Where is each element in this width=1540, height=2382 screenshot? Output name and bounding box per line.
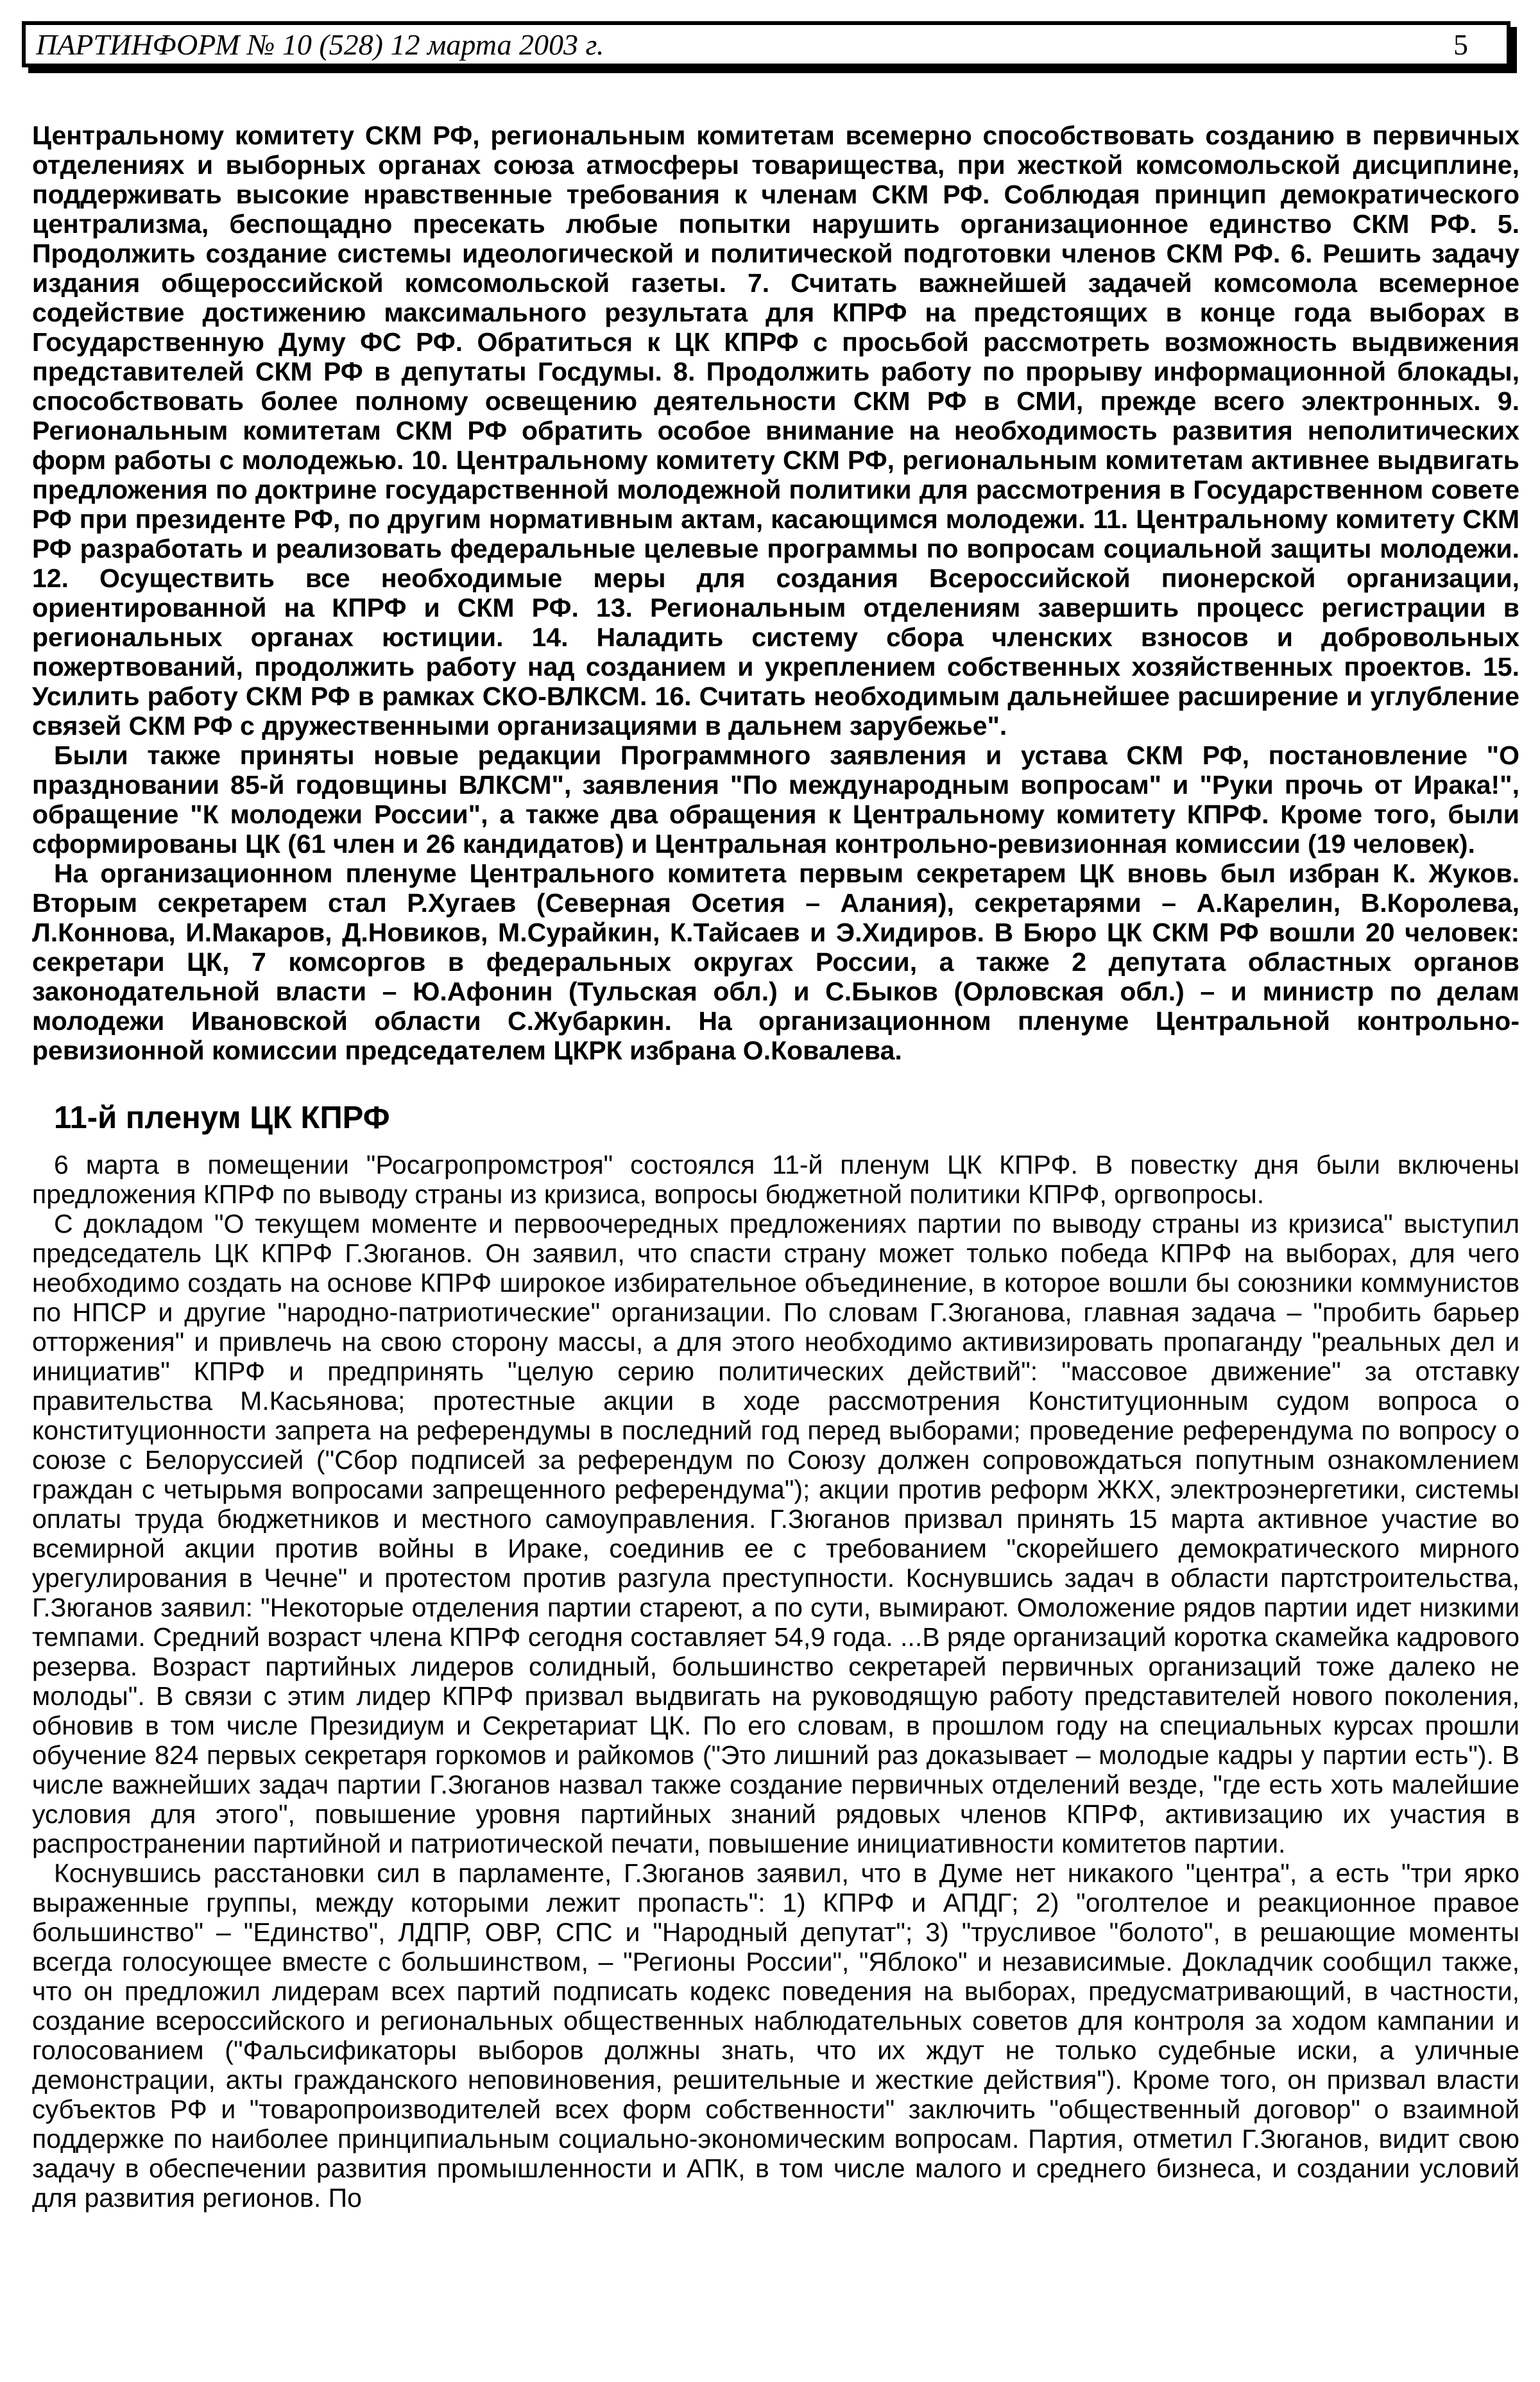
paragraph-plenum-intro: 6 марта в помещении "Росагропромстроя" состоялся 11-й пленум ЦК КПРФ. В повестку дня были включены предложения КПРФ по выводу страны из кризиса, вопросы бюджетной политики КПРФ, оргвопросы. [32, 1150, 1519, 1209]
paragraph-organizational-plenum: На организационном пленуме Центрального комитета первым секретарем ЦК вновь был избран К. Жуков. Вторым секретарем стал Р.Хугаев (Северная Осетия – Алания), секретарями – А.Карелин, В.Королева, Л.Коннова, И.Макаров, Д.Новиков, М.Сурайкин, К.Тайсаев и Э.Хидиров. В Бюро ЦК СКМ РФ вошли 20 человек: секретари ЦК, 7 комсоргов в федеральных округах России, а также 2 депутата областных органов законодательной власти – Ю.Афонин (Тульская обл.) и С.Быков (Орловская обл.) – и министр по делам молодежи Ивановской области С.Жубаркин. На организационном пленуме Центральной контрольно-ревизионной комиссии председателем ЦКРК избрана О.Ковалева. [32, 859, 1519, 1065]
article-body [32, 121, 1519, 2213]
paragraph-parliament-alignment: Коснувшись расстановки сил в парламенте, Г.Зюганов заявил, что в Думе нет никакого "центра", а есть "три ярко выраженные группы, между которыми лежит пропасть": 1) КПРФ и АПДГ; 2) "оголтелое и реакционное правое большинство" – "Единство", ЛДПР, ОВР, СПС и "Народный депутат"; 3) "трусливое "болото", в решающие моменты всегда голосующее вместе с большинством, – "Регионы России", "Яблоко" и независимые. Докладчик сообщил также, что он предложил лидерам всех партий подписать кодекс поведения на выборах, предусматривающий, в частности, создание всероссийского и региональных общественных наблюдательных советов для контроля за ходом кампании и голосованием ("Фальсификаторы выборов должны знать, что их ждут не только судебные иски, а уличные демонстрации, акты гражданского неповиновения, решительные и жесткие действия"). Кроме того, он призвал власти субъектов РФ и "товаропроизводителей всех форм собственности" заключить "общественный договор" о взаимной поддержке по наиболее принципиальным социально-экономическим вопросам. Партия, отметил Г.Зюганов, видит свою задачу в обеспечении развития промышленности и АПК, в том числе малого и среднего бизнеса, и создании условий для развития регионов. По [32, 1858, 1519, 2213]
page-number: 5 [1453, 28, 1468, 61]
paragraph-skm-resolution-continuation: Центральному комитету СКМ РФ, региональным комитетам всемерно способствовать созданию в первичных отделениях и выборных органах союза атмосферы товарищества, при жесткой комсомольской дисциплине, поддерживать высокие нравственные требования к членам СКМ РФ. Соблюдая принцип демократического централизма, беспощадно пресекать любые попытки нарушить организационное единство СКМ РФ. 5. Продолжить создание системы идеологической и политической подготовки членов СКМ РФ. 6. Решить задачу издания общероссийской комсомольской газеты. 7. Считать важнейшей задачей комсомола всемерное содействие достижению максимального результата для КПРФ на предстоящих в конце года выборах в Государственную Думу ФС РФ. Обратиться к ЦК КПРФ с просьбой рассмотреть возможность выдвижения представителей СКМ РФ в депутаты Госдумы. 8. Продолжить работу по прорыву информационной блокады, способствовать более полному освещению деятельности СКМ РФ в СМИ, прежде всего электронных. 9. Региональным комитетам СКМ РФ обратить особое внимание на необходимость развития неполитических форм работы с молодежью. 10. Центральному комитету СКМ РФ, региональным комитетам активнее выдвигать предложения по доктрине государственной молодежной политики для рассмотрения в Государственном совете РФ при президенте РФ, по другим нормативным актам, касающимся молодежи. 11. Центральному комитету СКМ РФ разработать и реализовать федеральные целевые программы по вопросам социальной защиты молодежи. 12. Осуществить все необходимые меры для создания Всероссийской пионерской организации, ориентированной на КПРФ и СКМ РФ. 13. Региональным отделениям завершить процесс регистрации в региональных органах юстиции. 14. Наладить систему сбора членских взносов и добровольных пожертвований, продолжить работу над созданием и укреплением собственных хозяйственных проектов. 15. Усилить работу СКМ РФ в рамках СКО-ВЛКСМ. 16. Считать необходимым дальнейшее расширение и углубление связей СКМ РФ с дружественными организациями в дальнем зарубежье". [32, 121, 1519, 741]
paragraph-documents-adopted: Были также приняты новые редакции Программного заявления и устава СКМ РФ, постановление "О праздновании 85-й годовщины ВЛКСМ", заявления "По международным вопросам" и "Руки прочь от Ирака!", обращение "К молодежи России", а также два обращения к Центральному комитету КПРФ. Кроме того, были сформированы ЦК (61 член и 26 кандидатов) и Центральная контрольно-ревизионная комиссии (19 человек). [32, 741, 1519, 859]
paragraph-zyuganov-report: С докладом "О текущем моменте и первоочередных предложениях партии по выводу страны из кризиса" выступил председатель ЦК КПРФ Г.Зюганов. Он заявил, что спасти страну может только победа КПРФ на выборах, для чего необходимо создать на основе КПРФ широкое избирательное объединение, в которое вошли бы союзники коммунистов по НПСР и другие "народно-патриотические" организации. По словам Г.Зюганова, главная задача – "пробить барьер отторжения" и привлечь на свою сторону массы, а для этого необходимо активизировать пропаганду "реальных дел и инициатив" КПРФ и предпринять "целую серию политических действий": "массовое движение" за отставку правительства М.Касьянова; протестные акции в ходе рассмотрения Конституционным судом вопроса о конституционности запрета на референдумы в последний год перед выборами; проведение референдума по вопросу о союзе с Белоруссией ("Сбор подписей за референдум по Союзу должен сопровождаться попутным ознакомлением граждан с четырьмя вопросами запрещенного референдума"); акции против реформ ЖКХ, электроэнергетики, системы оплаты труда бюджетников и местного самоуправления. Г.Зюганов призвал принять 15 марта активное участие во всемирной акции против войны в Ираке, соединив ее с требованием "скорейшего демократического мирного урегулирования в Чечне" и протестом против разгула преступности. Коснувшись задач в области партстроительства, Г.Зюганов заявил: "Некоторые отделения партии стареют, а по сути, вымирают. Омоложение рядов партии идет низкими темпами. Средний возраст члена КПРФ сегодня составляет 54,9 года. ...В ряде организаций коротка скамейка кадрового резерва. Возраст партийных лидеров солидный, большинство секретарей первичных организаций тоже далеко не молоды". В связи с этим лидер КПРФ призвал выдвигать на руководящую работу представителей нового поколения, обновив в том числе Президиум и Секретариат ЦК. По его словам, в прошлом году на специальных курсах прошли обучение 824 первых секретаря горкомов и райкомов ("Это лишний раз доказывает – молодые кадры у партии есть"). В числе важнейших задач партии Г.Зюганов назвал также создание первичных отделений везде, "где есть хоть малейшие условия для этого", повышение уровня партийных знаний рядовых членов КПРФ, активизацию их участия в распространении партийной и патриотической печати, повышение инициативности комитетов партии. [32, 1209, 1519, 1858]
newsletter-masthead: ПАРТИНФОРМ № 10 (528) 12 марта 2003 г. [36, 28, 604, 61]
section-heading-plenum: 11-й пленум ЦК КПРФ [54, 1101, 390, 1135]
page-header [22, 21, 1510, 67]
